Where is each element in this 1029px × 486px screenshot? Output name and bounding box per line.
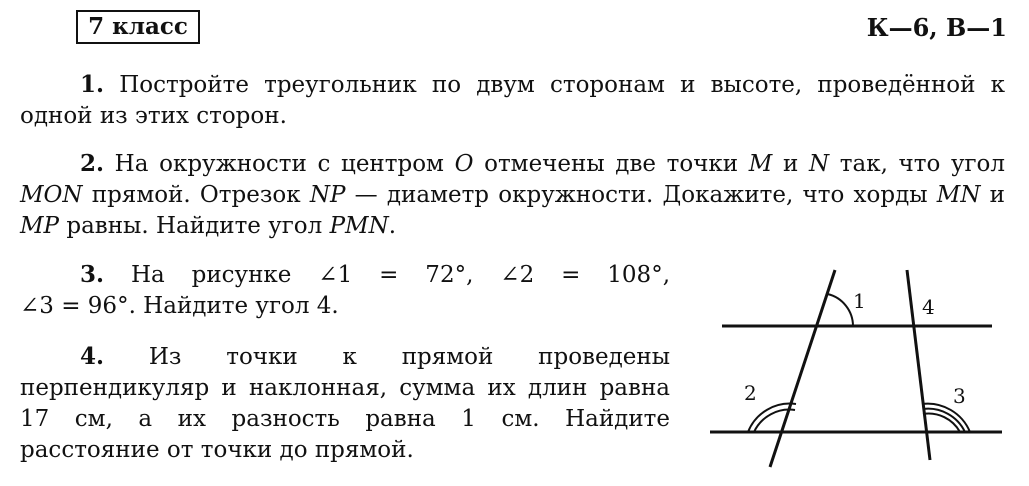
angles-figure — [700, 262, 1010, 472]
task-2 — [20, 148, 1005, 242]
angle-1-arc — [828, 294, 854, 326]
task-2-number: 2. — [80, 150, 105, 177]
task-3-line-1: 3. На рисунке ∠1 = 72°, ∠2 = 108°, — [80, 261, 671, 288]
task-3-line-2: ∠3 = 96°. Найдите угол 4. — [20, 293, 339, 319]
task-4-number: 4. — [80, 343, 105, 370]
task-1-text: Постройте треугольник по двум сторонам и высоте, проведённой к одной из этих сторон. — [20, 72, 1005, 129]
angle-4-label: 4 — [922, 295, 935, 319]
variant-label: К—6, В—1 — [866, 13, 1007, 42]
task-1-number: 1. — [80, 71, 105, 98]
task-3 — [20, 259, 670, 322]
task-3-number: 3. — [80, 261, 105, 288]
grade-label: 7 класс — [76, 10, 200, 44]
task-1 — [20, 69, 1005, 132]
task-4 — [20, 341, 670, 466]
angle-1-label: 1 — [853, 289, 866, 313]
task-2-text: На окружности с центром O отмечены две точки M и N так, что угол MON прямой. Отрезок NP — диаметр окружности. Докажите, что хорды MN и MP равны. Найдите угол PMN. — [20, 151, 1006, 239]
angle-3-label: 3 — [953, 384, 966, 408]
angle-2-label: 2 — [744, 381, 757, 405]
left-transversal — [770, 270, 835, 467]
task-4-text: Из точки к прямой проведены перпендикуляр и наклонная, сумма их длин равна 17 см, а их разность равна 1 см. Найдите расстояние от точки до прямой. — [20, 344, 671, 463]
angle-3-arc-inner — [923, 414, 960, 432]
